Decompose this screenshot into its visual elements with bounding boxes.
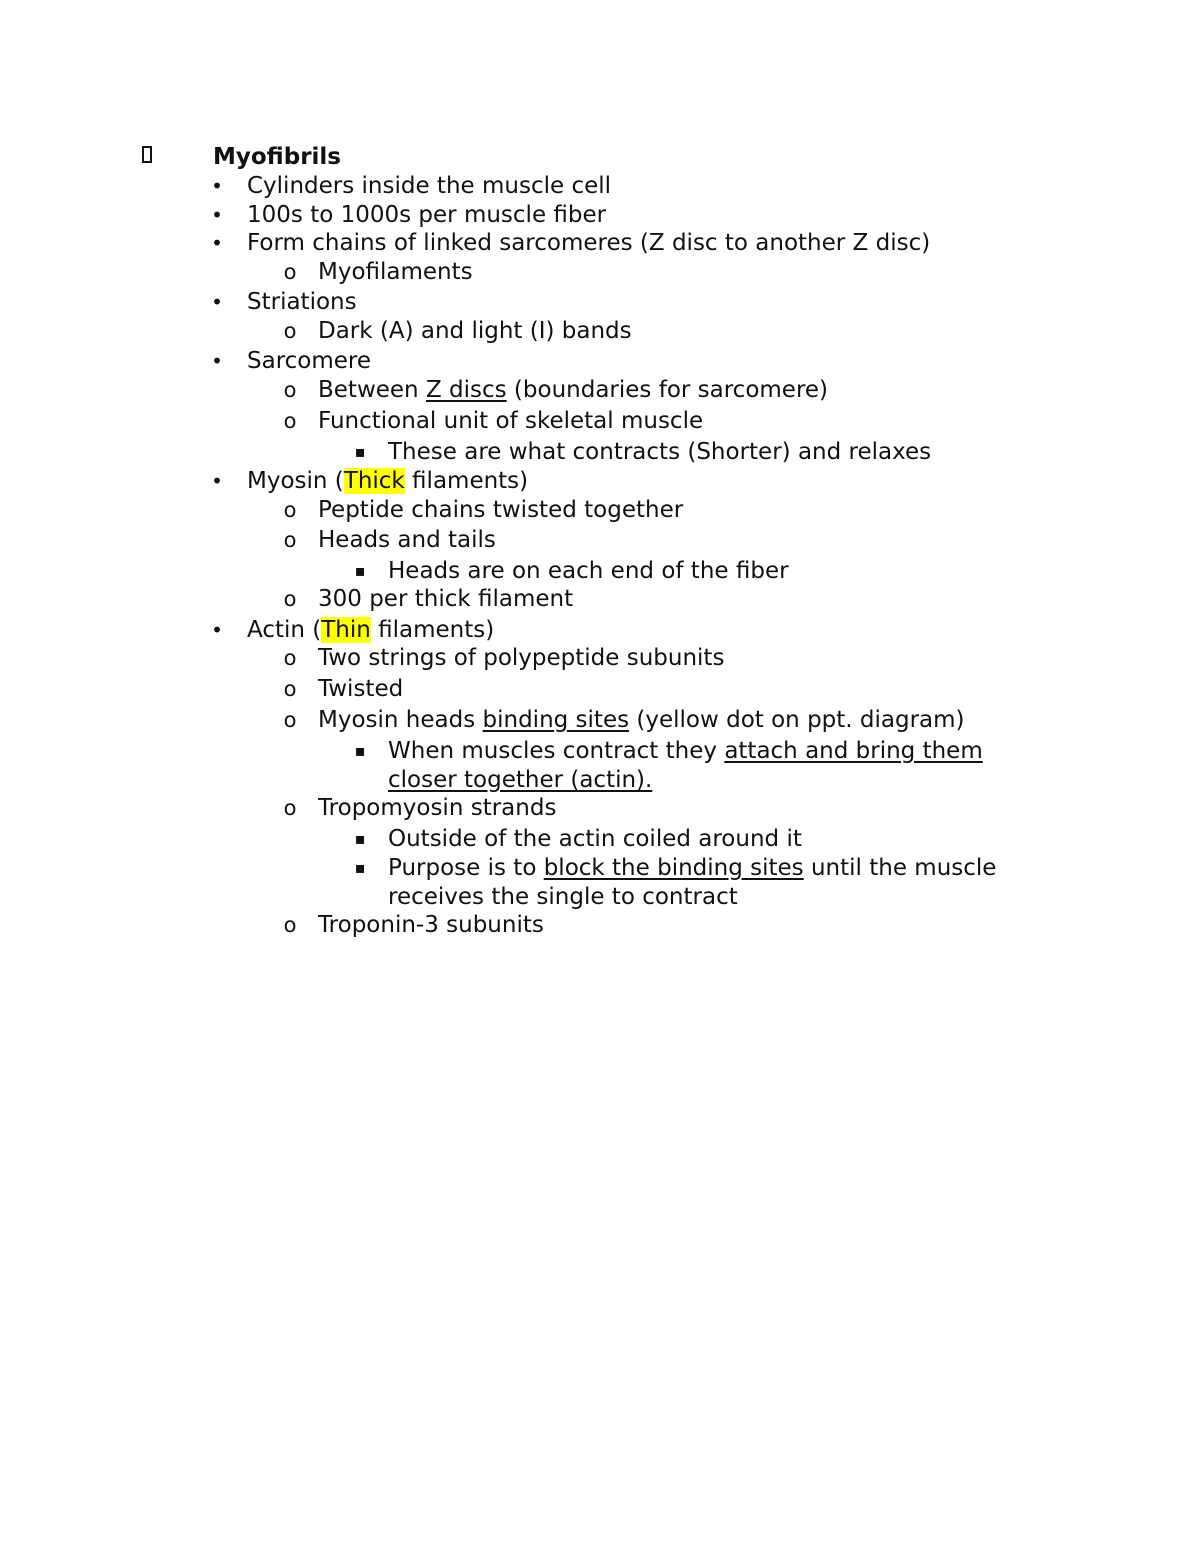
bullet-circle-icon: o bbox=[283, 409, 297, 433]
item-text: Tropomyosin strands bbox=[318, 795, 557, 821]
bullet-circle-icon: o bbox=[283, 646, 297, 670]
item-text: Cylinders inside the muscle cell bbox=[247, 173, 612, 199]
bullet-dot-icon: • bbox=[211, 203, 223, 227]
item-text: 300 per thick filament bbox=[318, 586, 574, 612]
bullet-circle-icon: o bbox=[283, 796, 297, 820]
underlined-term: Z discs bbox=[425, 377, 507, 403]
text-run: (yellow dot on ppt. diagram) bbox=[629, 707, 965, 733]
text-run: Between bbox=[318, 377, 426, 403]
item-text: Heads are on each end of the fiber bbox=[388, 558, 789, 584]
text-run: filaments) bbox=[370, 617, 495, 643]
bullet-circle-icon: o bbox=[283, 260, 297, 284]
item-text: Two strings of polypeptide subunits bbox=[318, 645, 725, 671]
underlined-term: block the binding sites bbox=[543, 855, 804, 881]
text-run: filaments) bbox=[404, 468, 529, 494]
text-run: Actin ( bbox=[247, 617, 322, 643]
item-text: Sarcomere bbox=[247, 348, 372, 374]
bullet-dot-icon: • bbox=[211, 231, 223, 255]
underlined-term: attach and bring them bbox=[724, 738, 983, 764]
item-text: Dark (A) and light (I) bands bbox=[318, 318, 632, 344]
bullet-square-icon: ▪ bbox=[354, 829, 366, 848]
item-text: Outside of the actin coiled around it bbox=[388, 826, 802, 852]
bullet-square-icon: ▪ bbox=[354, 442, 366, 461]
text-run: Myosin ( bbox=[247, 468, 344, 494]
item-text: Functional unit of skeletal muscle bbox=[318, 408, 704, 434]
highlighted-term: Thin bbox=[321, 617, 371, 643]
item-text bbox=[388, 853, 996, 883]
item-text: Striations bbox=[247, 289, 357, 315]
text-run: Purpose is to bbox=[388, 855, 544, 881]
item-text bbox=[318, 375, 828, 405]
bullet-circle-icon: o bbox=[283, 913, 297, 937]
bullet-dot-icon: • bbox=[211, 618, 223, 642]
item-text: Form chains of linked sarcomeres (Z disc to another Z disc) bbox=[247, 230, 931, 256]
item-text: receives the single to contract bbox=[388, 884, 738, 910]
heading-title: Myofibrils bbox=[213, 144, 341, 170]
bullet-dot-icon: • bbox=[211, 174, 223, 198]
bullet-circle-icon: o bbox=[283, 708, 297, 732]
bullet-square-icon: ▪ bbox=[354, 741, 366, 760]
bullet-dot-icon: • bbox=[211, 349, 223, 373]
bullet-circle-icon: o bbox=[283, 498, 297, 522]
text-run: Myosin heads bbox=[318, 707, 483, 733]
item-text bbox=[247, 615, 494, 645]
item-text: Peptide chains twisted together bbox=[318, 497, 684, 523]
text-run: (boundaries for sarcomere) bbox=[506, 377, 829, 403]
highlighted-term: Thick bbox=[343, 468, 405, 494]
bullet-circle-icon: o bbox=[283, 677, 297, 701]
item-text bbox=[247, 466, 528, 496]
bullet-circle-icon: o bbox=[283, 378, 297, 402]
bullet-dot-icon: • bbox=[211, 469, 223, 493]
bullet-circle-icon: o bbox=[283, 319, 297, 343]
item-text: These are what contracts (Shorter) and relaxes bbox=[388, 439, 932, 465]
item-text: Twisted bbox=[318, 676, 404, 702]
text-run: When muscles contract they bbox=[388, 738, 725, 764]
item-text: Troponin-3 subunits bbox=[318, 912, 544, 938]
bullet-square-icon: ▪ bbox=[354, 858, 366, 877]
item-text bbox=[388, 736, 983, 766]
item-text bbox=[318, 705, 965, 735]
bullet-circle-icon: o bbox=[283, 528, 297, 552]
item-text: Heads and tails bbox=[318, 527, 496, 553]
bullet-dot-icon: • bbox=[211, 290, 223, 314]
item-text: 100s to 1000s per muscle fiber bbox=[247, 202, 607, 228]
item-text: Myofilaments bbox=[318, 259, 473, 285]
bullet-square-icon: ▪ bbox=[354, 561, 366, 580]
underlined-term: binding sites bbox=[482, 707, 630, 733]
bullet-circle-icon: o bbox=[283, 587, 297, 611]
text-run: until the muscle bbox=[803, 855, 997, 881]
underlined-term: closer together (actin). bbox=[388, 767, 653, 793]
missing-glyph-box-icon bbox=[142, 146, 152, 163]
item-text bbox=[388, 765, 652, 795]
